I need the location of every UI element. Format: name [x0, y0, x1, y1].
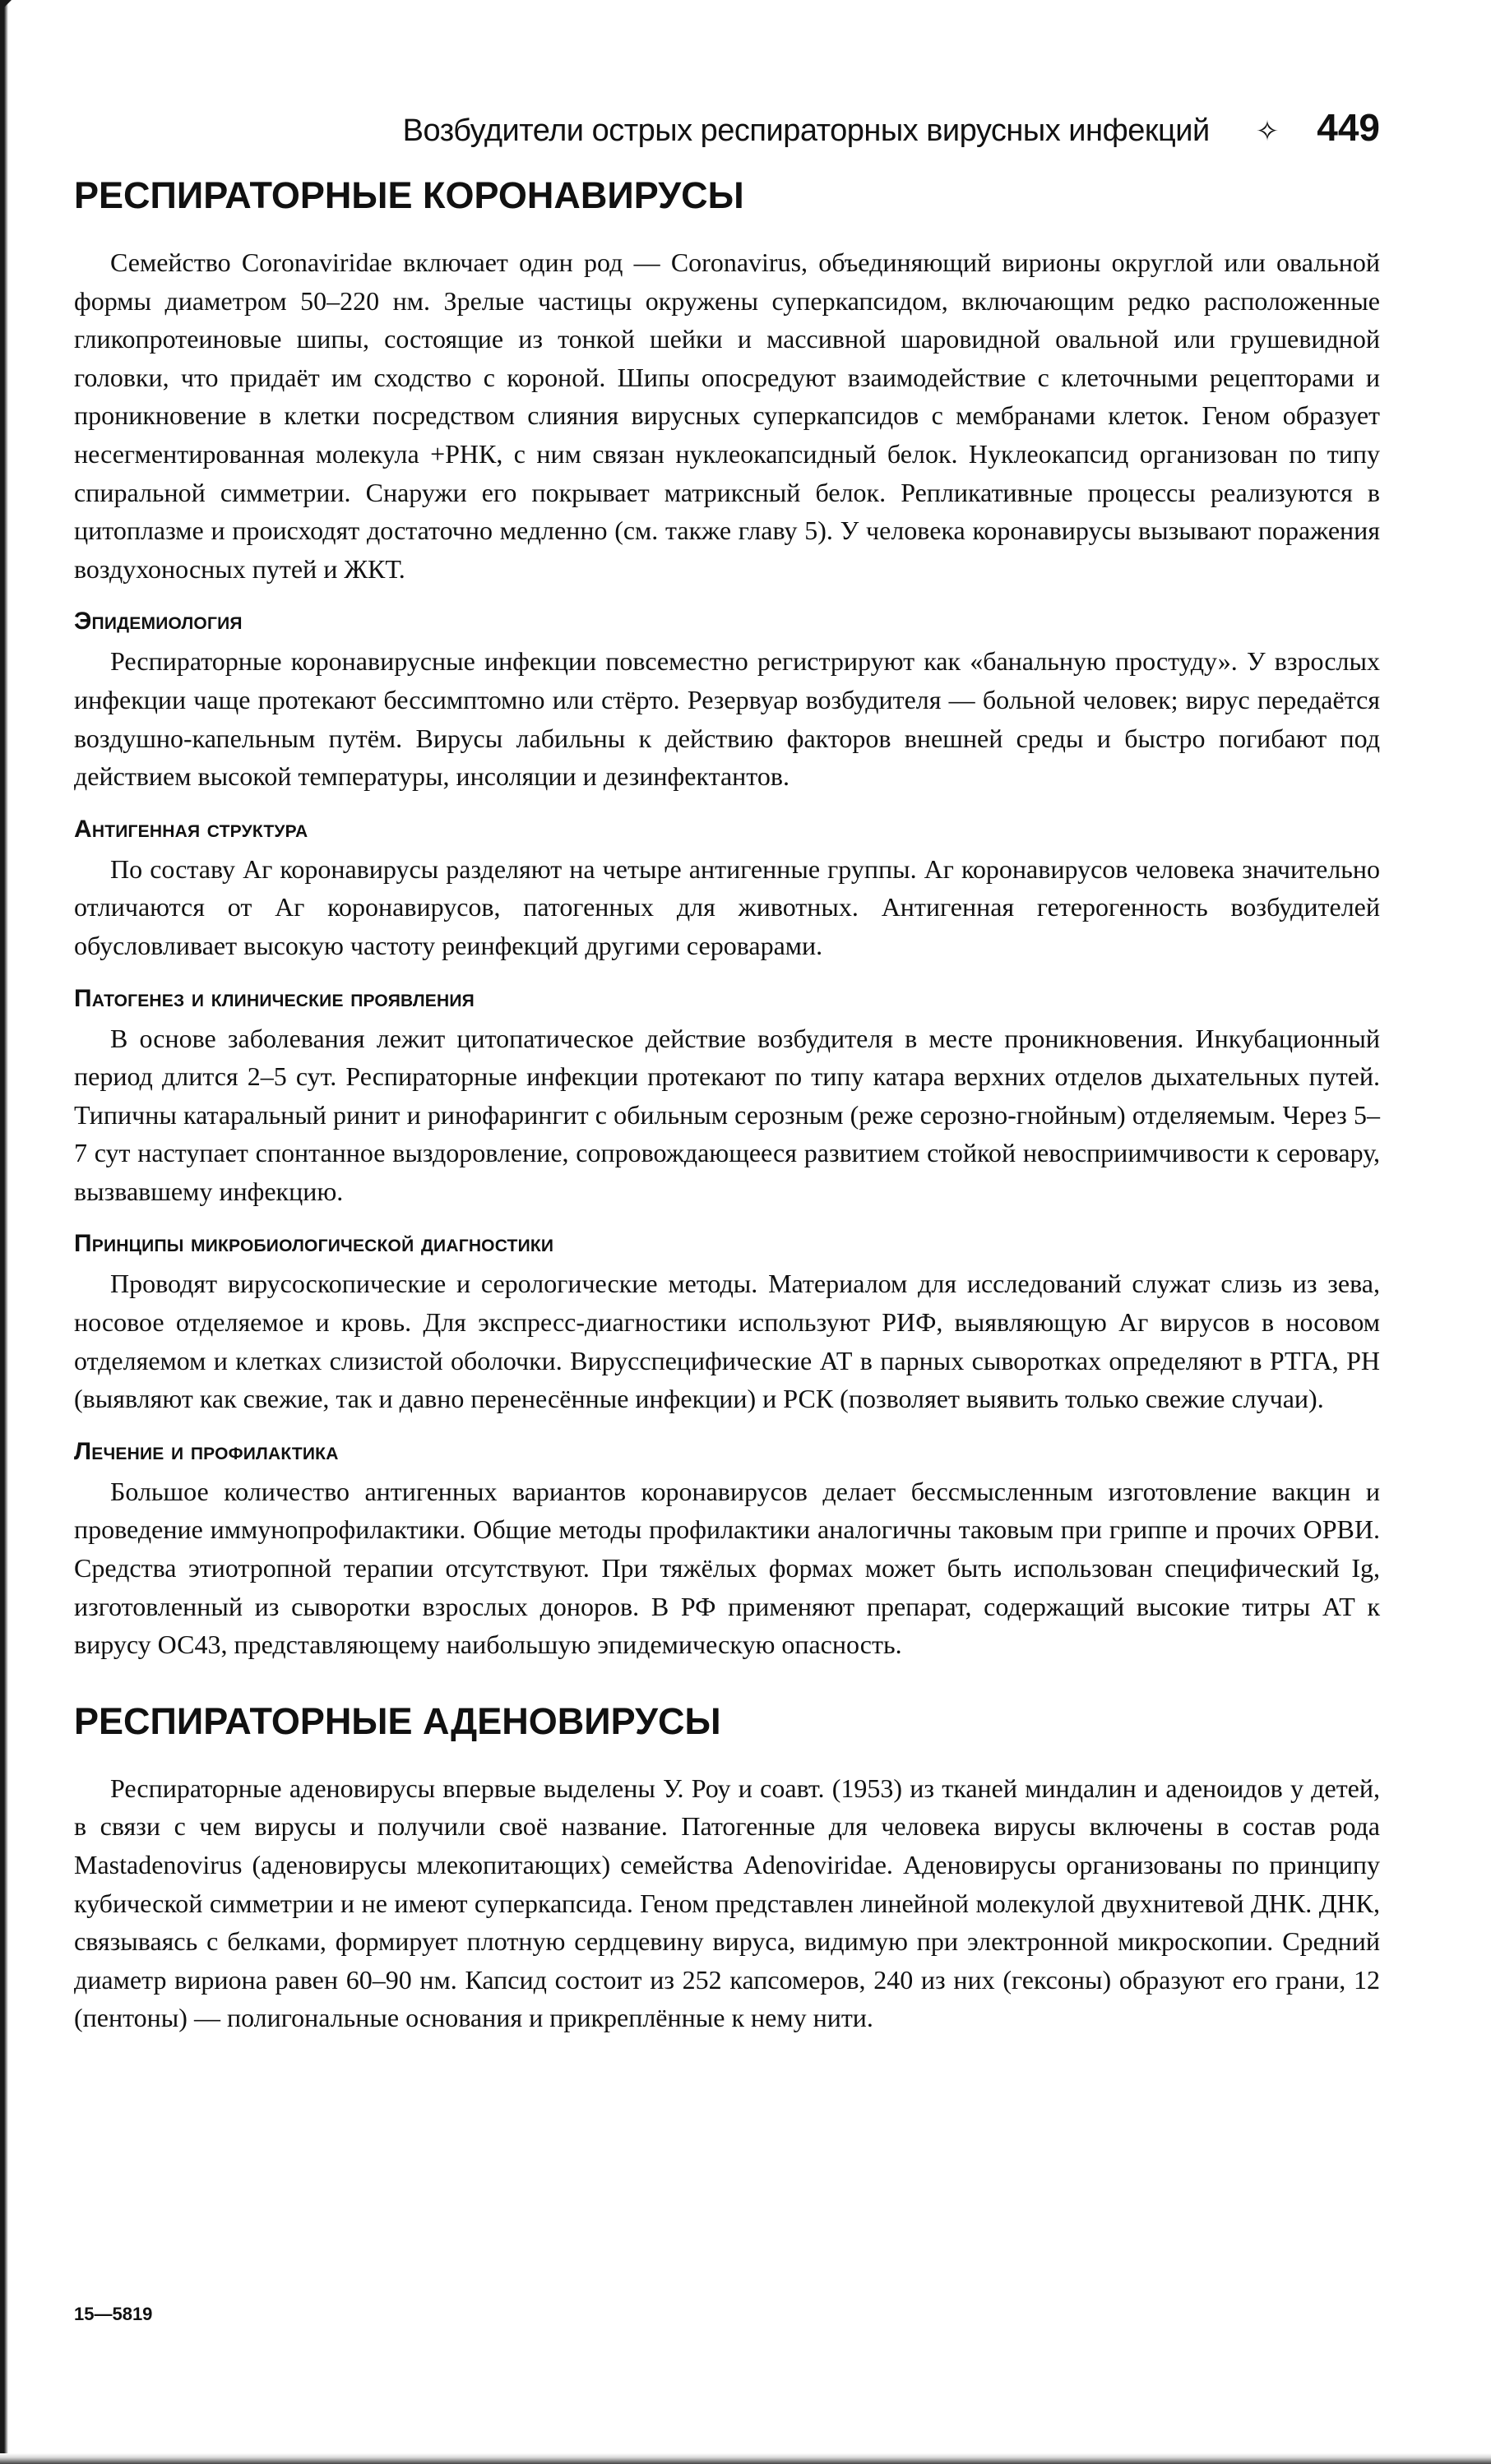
- section-text-epidemiology: Респираторные коронавирусные инфекции повсеместно регистрируют как «банальную простуду». У взрослых инфекции чаще протекают бессимптомно или стёрто. Резервуар возбудителя — больной человек; вирус передаётся воздушно-капельным путём. Вирусы лабильны к действию факторов внешней среды и быстро погибают под действием высокой температуры, инсоляции и дезинфектантов.: [74, 646, 1380, 792]
- section-text-pathogenesis: В основе заболевания лежит цитопатическое действие возбудителя в месте проникновения. Инкубационный период длится 2–5 сут. Респираторные инфекции протекают по типу катара верхних отделов дыхательных путей. Типичны катаральный ринит и ринофарингит с обильным серозным (реже серозно-гнойным) отделяемым. Через 5–7 сут наступает спонтанное выздоровление, сопровождающееся развитием стойкой невосприимчивости к серовару, вызвавшему инфекцию.: [74, 1023, 1380, 1206]
- coronavirus-intro: Семейство Coronaviridae включает один род — Coronavirus, объединяющий вирионы округлой или овальной формы диаметром 50–220 нм. Зрелые частицы окружены суперкапсидом, включающим редко расположенные гликопротеиновые шипы, состоящие из тонкой шейки и массивной шаровидной овальной или грушевидной головки, что придаёт им сходство с короной. Шипы опосредуют взаимодействие с клеточными рецепторами и проникновение в клетки посредством слияния вирусных суперкапсидов с мембранами клеток. Геном образует несегментированная молекула +РНК, с ним связан нуклеокапсидный белок. Нуклеокапсид организован по типу спиральной симметрии. Снаружи его покрывает матриксный белок. Репликативные процессы реализуются в цитоплазме и происходят достаточно медленно (см. также главу 5). У человека коронавирусы вызывают поражения воздухоносных путей и ЖКТ.: [74, 247, 1380, 584]
- section-heading-treatment: Лечение и профилактика: [74, 1437, 339, 1465]
- running-title: Возбудители острых респираторных вирусных инфекций: [402, 113, 1210, 148]
- print-code: 15—5819: [74, 2304, 153, 2324]
- adenovirus-intro: Респираторные аденовирусы впервые выделены У. Роу и соавт. (1953) из тканей миндалин и аденоидов у детей, в связи с чем вирусы и получили своё название. Патогенные для человека вирусы включены в состав рода Mastadenovirus (аденовирусы млекопитающих) семейства Adenoviridae. Аденовирусы организованы по принципу кубической симметрии и не имеют суперкапсида. Геном представлен линейной молекулой двухнитевой ДНК. ДНК, связываясь с белками, формирует плотную сердцевину вируса, видимую при электронной микроскопии. Средний диаметр вириона равен 60–90 нм. Капсид состоит из 252 капсомеров, 240 из них (гексоны) образуют его грани, 12 (пентоны) — полигональные основания и прикреплённые к нему нити.: [74, 1773, 1380, 2033]
- section-heading-epidemiology: Эпидемиология: [74, 608, 243, 636]
- diamond-ornament-icon: ✧: [1255, 116, 1280, 147]
- section-heading-antigenic-structure: Антигенная структура: [74, 815, 308, 843]
- section-gap: [74, 1664, 1380, 1700]
- section-text-treatment: Большое количество антигенных вариантов коронавирусов делает бессмысленным изготовление вакцин и проведение иммунопрофилактики. Общие методы профилактики аналогичны таковым при гриппе и прочих ОРВИ. Средства этиотропной терапии отсутствуют. При тяжёлых формах может быть использован специфический Ig, изготовленный из сыворотки взрослых доноров. В РФ применяют препарат, содержащий высокие титры АТ к вирусу ОС43, представляющему наибольшую эпидемическую опасность.: [74, 1476, 1380, 1660]
- running-header: [74, 105, 1380, 150]
- adenovirus-title: РЕСПИРАТОРНЫЕ АДЕНОВИРУСЫ: [74, 1699, 721, 1742]
- scan-edge-bottom: [0, 2453, 1491, 2464]
- section-text-diagnostics: Проводят вирусоскопические и серологические методы. Материалом для исследований служат слизь из зева, носовое отделяемое и кровь. Для экспресс-диагностики используют РИФ, выявляющую Аг вирусов в носовом отделяемом и клетках слизистой оболочки. Вирусспецифические АТ в парных сыворотках определяют в РТГА, РН (выявляют как свежие, так и давно перенесённые инфекции) и РСК (позволяет выявить только свежие случаи).: [74, 1269, 1380, 1414]
- section-heading-diagnostics: Принципы микробиологической диагностики: [74, 1230, 554, 1258]
- scan-corner: [0, 0, 12, 12]
- scan-edge-left: [0, 0, 8, 2464]
- coronavirus-title: РЕСПИРАТОРНЫЕ КОРОНАВИРУСЫ: [74, 174, 744, 216]
- page-number: 449: [1317, 106, 1380, 149]
- page-content: [74, 105, 1380, 2037]
- section-heading-pathogenesis: Патогенез и клинические проявления: [74, 984, 475, 1012]
- section-text-antigenic-structure: По составу Аг коронавирусы разделяют на четыре антигенные группы. Аг коронавирусов человека значительно отличаются от Аг коронавирусов, патогенных для животных. Антигенная гетерогенность возбудителей обусловливает высокую частоту реинфекций другими сероварами.: [74, 853, 1380, 960]
